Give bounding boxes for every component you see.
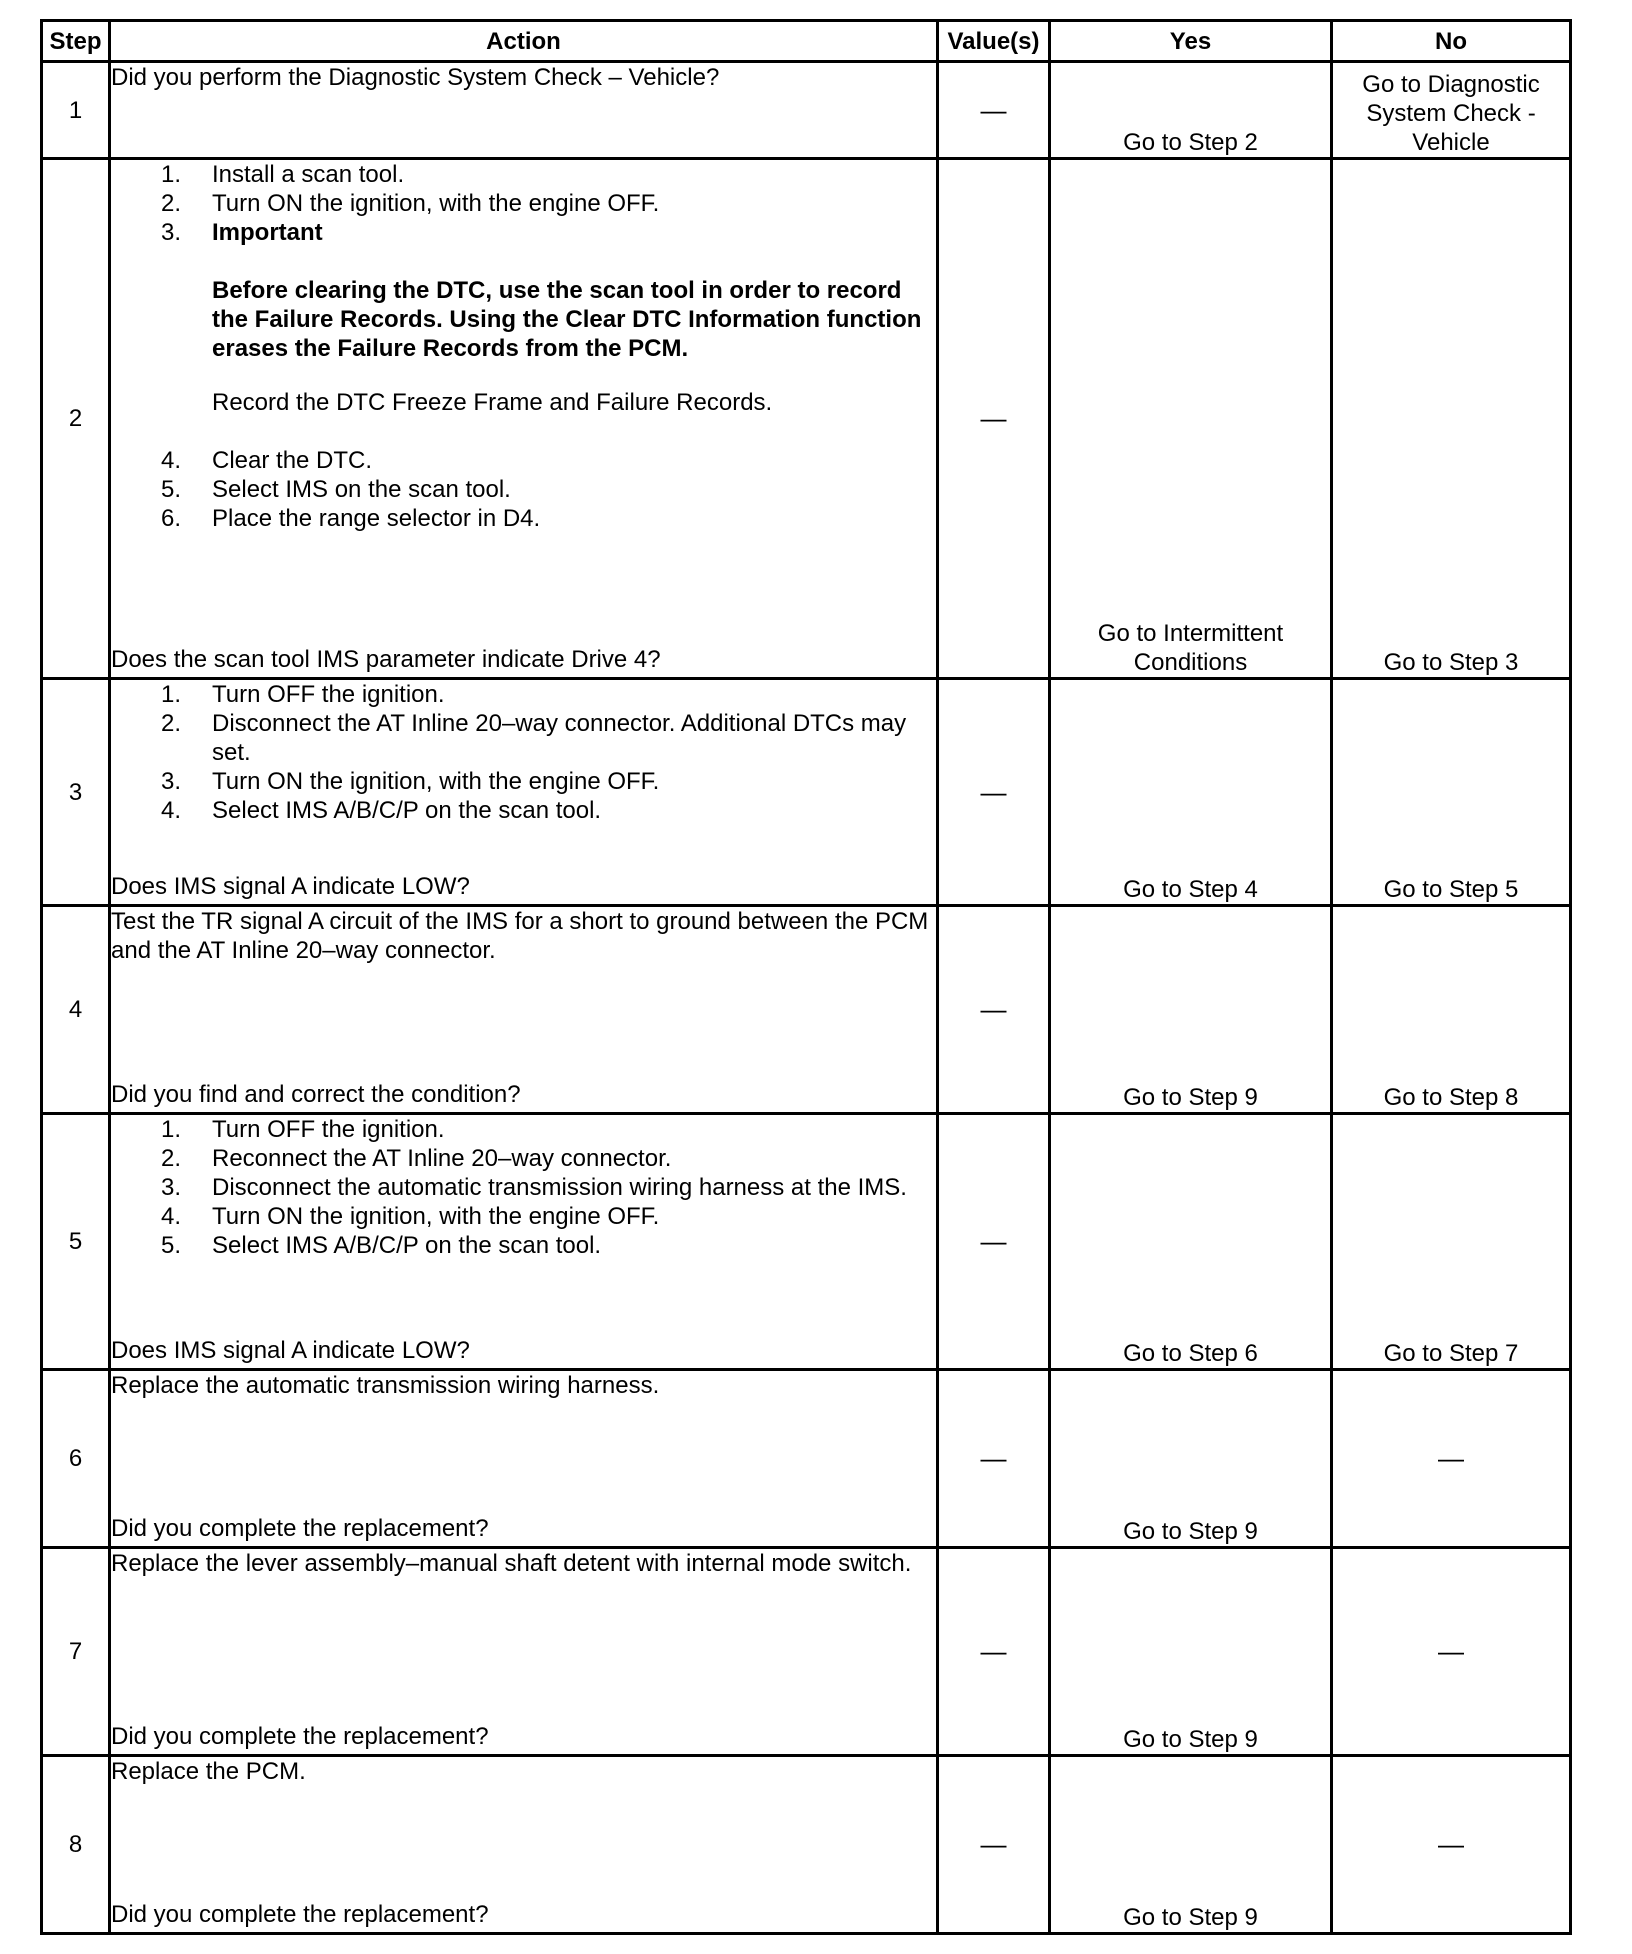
procedure-list xyxy=(111,1115,936,1260)
action-question: Does IMS signal A indicate LOW? xyxy=(111,1337,470,1364)
no-cell: Go to Step 8 xyxy=(1332,906,1571,1114)
table-row xyxy=(42,679,1571,906)
no-cell: Go to Step 7 xyxy=(1332,1114,1571,1370)
important-note: Before clearing the DTC, use the scan tool in order to record the Failure Records. Using the Clear DTC Information function erases the Failure Records from the PCM. xyxy=(212,277,922,362)
header-step: Step xyxy=(42,21,110,62)
list-item: 4. Select IMS A/B/C/P on the scan tool. xyxy=(161,797,602,824)
table-row xyxy=(42,1756,1571,1934)
table-row xyxy=(42,906,1571,1114)
header-no: No xyxy=(1332,21,1571,62)
list-item: 4. Clear the DTC. xyxy=(161,447,373,474)
header-action: Action xyxy=(110,21,938,62)
procedure-list xyxy=(111,160,936,533)
list-item: 5. Select IMS on the scan tool. xyxy=(161,476,511,503)
no-cell: — xyxy=(1332,1756,1571,1934)
action-question: Did you complete the replacement? xyxy=(111,1723,489,1750)
step-number: 8 xyxy=(42,1756,110,1934)
step-number: 6 xyxy=(42,1370,110,1548)
action-text: Replace the lever assembly–manual shaft detent with internal mode switch. xyxy=(111,1550,912,1577)
yes-cell: Go to Intermittent Conditions xyxy=(1050,159,1332,679)
action-question: Does IMS signal A indicate LOW? xyxy=(111,873,470,900)
step-number: 5 xyxy=(42,1114,110,1370)
yes-cell: Go to Step 9 xyxy=(1050,1756,1332,1934)
list-item: 6. Place the range selector in D4. xyxy=(161,505,541,532)
step-number: 7 xyxy=(42,1548,110,1756)
action-question: Did you complete the replacement? xyxy=(111,1515,489,1542)
list-item: 3. Turn ON the ignition, with the engine OFF. xyxy=(161,768,660,795)
no-cell: — xyxy=(1332,1370,1571,1548)
list-item: 2. Turn ON the ignition, with the engine OFF. xyxy=(161,190,660,217)
list-item: 2. Disconnect the AT Inline 20–way connector. Additional DTCs may set. xyxy=(161,710,907,766)
action-cell xyxy=(110,62,938,159)
yes-cell: Go to Step 9 xyxy=(1050,1370,1332,1548)
list-item: 2. Reconnect the AT Inline 20–way connector. xyxy=(161,1145,672,1172)
list-item: 1. Install a scan tool. xyxy=(161,161,405,188)
list-item: 1. Turn OFF the ignition. xyxy=(161,681,445,708)
table-row xyxy=(42,62,1571,159)
action-cell xyxy=(110,1756,938,1934)
table-row xyxy=(42,1370,1571,1548)
value-cell: — xyxy=(938,159,1050,679)
value-cell: — xyxy=(938,1114,1050,1370)
header-row xyxy=(42,21,1571,62)
step-number: 2 xyxy=(42,159,110,679)
table-row xyxy=(42,159,1571,679)
list-item: 3. Important Before clearing the DTC, use the scan tool in order to record the Failure Records. Using the Clear DTC Information function erases the Failure Records from the PCM. Record the DTC Freeze Frame and Failure Records. xyxy=(111,218,936,417)
step-number: 3 xyxy=(42,679,110,906)
action-cell xyxy=(110,679,938,906)
action-text: Replace the automatic transmission wiring harness. xyxy=(111,1372,660,1399)
yes-cell: Go to Step 4 xyxy=(1050,679,1332,906)
value-cell: — xyxy=(938,62,1050,159)
no-cell: Go to Step 5 xyxy=(1332,679,1571,906)
action-text: Test the TR signal A circuit of the IMS for a short to ground between the PCM and the AT Inline 20–way connector. xyxy=(111,908,929,964)
step-number: 1 xyxy=(42,62,110,159)
yes-cell: Go to Step 9 xyxy=(1050,906,1332,1114)
diagnostic-table xyxy=(40,19,1572,1935)
value-cell: — xyxy=(938,906,1050,1114)
table-row xyxy=(42,1548,1571,1756)
list-item: 5. Select IMS A/B/C/P on the scan tool. xyxy=(161,1232,602,1259)
header-yes: Yes xyxy=(1050,21,1332,62)
important-record: Record the DTC Freeze Frame and Failure Records. xyxy=(212,389,773,416)
yes-cell: Go to Step 9 xyxy=(1050,1548,1332,1756)
step-number: 4 xyxy=(42,906,110,1114)
action-question: Did you find and correct the condition? xyxy=(111,1081,521,1108)
procedure-list xyxy=(111,680,936,825)
action-cell xyxy=(110,906,938,1114)
action-question: Did you complete the replacement? xyxy=(111,1901,489,1928)
important-title: Important xyxy=(212,219,323,246)
action-cell xyxy=(110,1114,938,1370)
action-text: Replace the PCM. xyxy=(111,1758,306,1785)
no-cell: Go to Diagnostic System Check - Vehicle xyxy=(1332,62,1571,159)
no-cell: — xyxy=(1332,1548,1571,1756)
value-cell: — xyxy=(938,1756,1050,1934)
no-cell: Go to Step 3 xyxy=(1332,159,1571,679)
value-cell: — xyxy=(938,679,1050,906)
action-cell xyxy=(110,159,938,679)
yes-cell: Go to Step 2 xyxy=(1050,62,1332,159)
list-item: 3. Disconnect the automatic transmission wiring harness at the IMS. xyxy=(161,1174,907,1201)
list-item: 4. Turn ON the ignition, with the engine OFF. xyxy=(161,1203,660,1230)
value-cell: — xyxy=(938,1548,1050,1756)
table-row xyxy=(42,1114,1571,1370)
action-cell xyxy=(110,1370,938,1548)
list-item: 1. Turn OFF the ignition. xyxy=(161,1116,445,1143)
action-cell xyxy=(110,1548,938,1756)
action-question: Does the scan tool IMS parameter indicate Drive 4? xyxy=(111,646,661,673)
action-text: Did you perform the Diagnostic System Check – Vehicle? xyxy=(111,64,720,91)
value-cell: — xyxy=(938,1370,1050,1548)
header-values: Value(s) xyxy=(938,21,1050,62)
yes-cell: Go to Step 6 xyxy=(1050,1114,1332,1370)
